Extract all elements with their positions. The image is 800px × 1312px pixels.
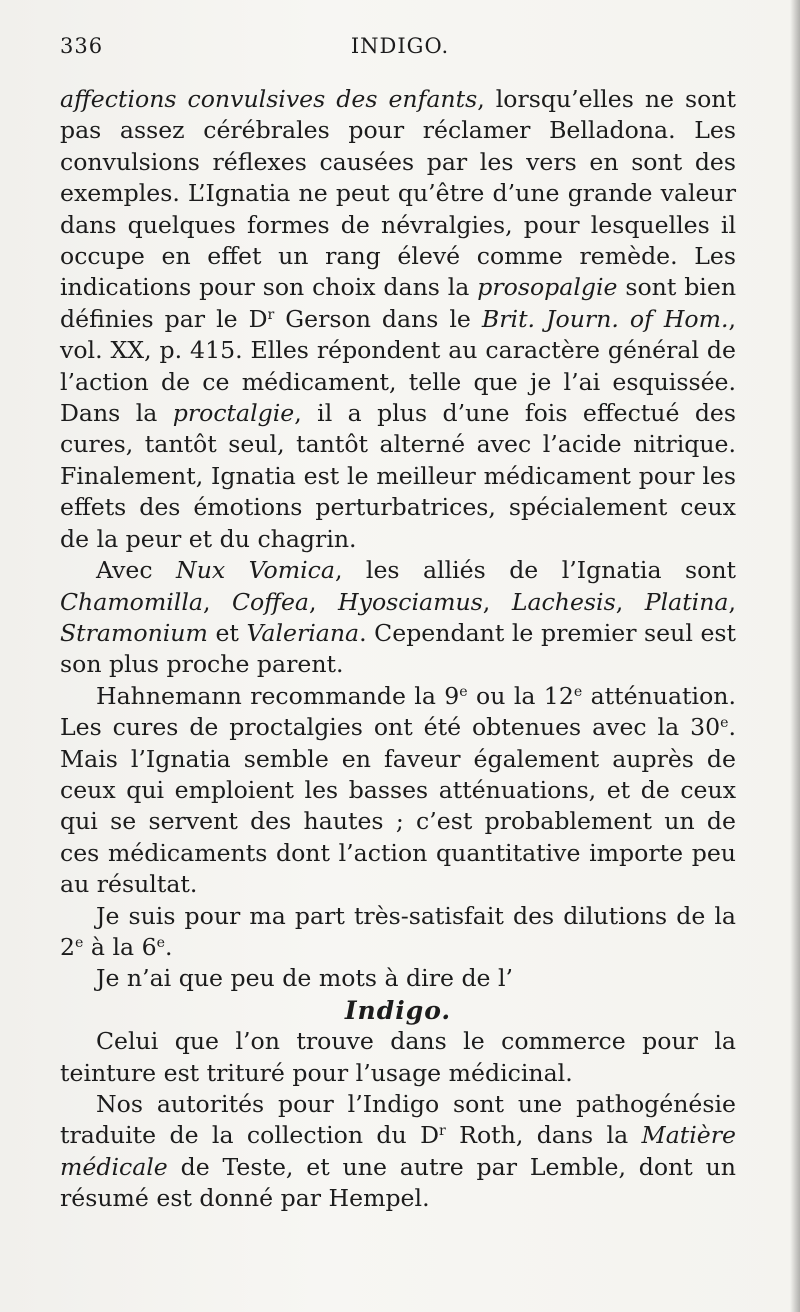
italic-text: Hyosciamus bbox=[338, 587, 483, 616]
body-text bbox=[60, 84, 736, 1215]
text-run: sont bien définies par le D bbox=[60, 273, 737, 333]
paragraph bbox=[60, 963, 736, 994]
italic-text: Lachesis bbox=[511, 587, 616, 616]
text-run: , bbox=[309, 587, 339, 616]
superscript: e bbox=[156, 935, 165, 952]
text-run: à la 6 bbox=[83, 932, 157, 961]
text-run: Celui que l’on trouve dans le commerce pour la teinture est trituré pour l’usage médicinal. bbox=[60, 1027, 736, 1087]
paragraph bbox=[60, 555, 736, 681]
superscript: r bbox=[267, 307, 275, 324]
italic-text: proctalgie bbox=[172, 399, 295, 428]
running-title: INDIGO. bbox=[350, 34, 450, 58]
italic-text: Platina bbox=[644, 587, 729, 616]
paragraph bbox=[60, 1026, 736, 1089]
text-run: , bbox=[482, 587, 512, 616]
italic-text: Chamomilla bbox=[60, 587, 203, 616]
text-run: , bbox=[615, 587, 645, 616]
text-run: . Mais l’Ignatia semble en faveur également auprès de ceux qui emploient les basses atténuations, et de ceux qui se servent des hautes ; c’est probablement un de ces médicaments dont l’action quantitative importe peu au résultat. bbox=[60, 713, 736, 899]
text-run: Avec bbox=[96, 556, 177, 585]
text-run: de Teste, et une autre par Lemble, dont un résumé est donné par Hempel. bbox=[60, 1152, 736, 1213]
text-run: ou la 12 bbox=[467, 681, 574, 710]
text-run: , les alliés de l’Ignatia sont bbox=[334, 556, 736, 585]
paragraph bbox=[60, 84, 736, 555]
text-run: et bbox=[207, 618, 247, 647]
italic-text: Stramonium bbox=[60, 618, 208, 647]
italic-text: prosopalgie bbox=[477, 273, 618, 302]
page-edge-shadow bbox=[790, 0, 800, 1312]
text-run: Je suis pour ma part très-satisfait des dilutions de la 2 bbox=[60, 901, 736, 961]
italic-text: Valeriana bbox=[246, 618, 360, 647]
text-run: , bbox=[728, 587, 736, 616]
text-run: . Cependant le premier seul est son plus proche parent. bbox=[60, 618, 736, 679]
text-run: Indigo. bbox=[344, 995, 452, 1025]
superscript: e bbox=[573, 683, 583, 700]
text-run: atténuation. Les cures de proctalgies ont été obtenues avec la 30 bbox=[60, 681, 736, 742]
superscript: e bbox=[720, 715, 729, 732]
text-run: . bbox=[165, 932, 173, 961]
text-run: Roth, dans la bbox=[445, 1121, 642, 1150]
page-header bbox=[60, 34, 740, 70]
paragraph bbox=[60, 901, 736, 964]
text-run: Nos autorités pour l’Indigo sont une pathogénésie traduite de la collection du D bbox=[60, 1090, 736, 1150]
page-number: 336 bbox=[60, 34, 104, 58]
section-heading bbox=[60, 995, 736, 1026]
text-run: Je n’ai que peu de mots à dire de l’ bbox=[96, 964, 514, 993]
italic-text: Brit. Journ. of Hom. bbox=[481, 304, 729, 333]
italic-text: affections convulsives des enfants bbox=[60, 85, 478, 113]
superscript: e bbox=[75, 935, 84, 952]
text-run: , il a plus d’une fois effectué des cures, tantôt seul, tantôt alterné avec l’acide nitrique. Finalement, Ignatia est le meilleur médicament pour les effets des émotions perturbatrices, spécialement ceux de la peur et du chagrin. bbox=[60, 399, 737, 553]
italic-text: Matière médicale bbox=[60, 1121, 737, 1181]
paragraph bbox=[60, 1089, 736, 1215]
text-run: , bbox=[202, 587, 232, 616]
italic-text: Coffea bbox=[232, 587, 310, 616]
italic-text: Nux Vomica bbox=[176, 556, 335, 585]
superscript: e bbox=[459, 683, 468, 700]
text-run: , vol. XX, p. 415. Elles répondent au caractère général de l’action de ce médicament, telle que je l’ai esquissée. Dans la bbox=[60, 304, 736, 428]
text-run: Gerson dans le bbox=[274, 304, 482, 333]
text-run: Hahnemann recommande la 9 bbox=[96, 681, 460, 710]
superscript: r bbox=[439, 1123, 446, 1140]
paragraph bbox=[60, 681, 736, 901]
text-run: , lorsqu’elles ne sont pas assez cérébrales pour réclamer Belladona. Les convulsions réflexes causées par les vers en sont des exemples. L’Ignatia ne peut qu’être d’une grande valeur dans quelques formes de névralgies, pour lesquelles il occupe en effet un rang élevé comme remède. Les indications pour son choix dans la bbox=[60, 85, 736, 302]
